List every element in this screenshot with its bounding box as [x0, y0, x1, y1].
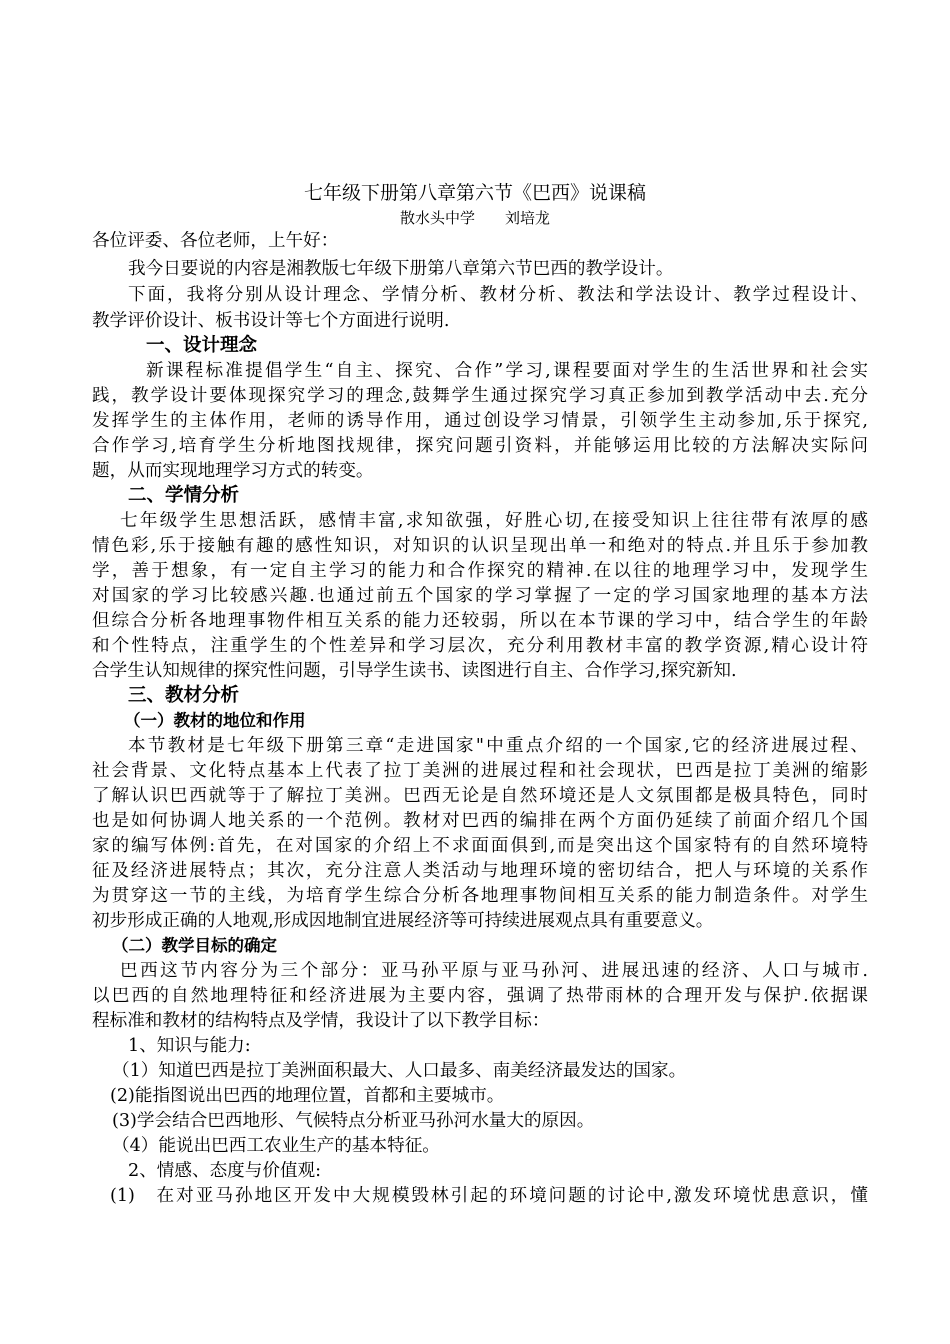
paragraph-line: 社会背景、文化特点基本上代表了拉丁美洲的进展过程和社会现状，巴西是拉丁美洲的缩影: [92, 761, 868, 781]
goal-item: (3)学会结合巴西地形、气候特点分析亚马孙河水量大的原因。: [112, 1111, 595, 1131]
paragraph-line: 了解认识巴西就等于了解拉丁美洲。巴西无论是自然环境还是人文氛围都是极具特色，同时: [92, 786, 868, 806]
goal-group-title: 1、知识与能力:: [128, 1036, 251, 1056]
paragraph-line: 题，从而实现地理学习方式的转变。: [92, 461, 374, 481]
goal-item: (2)能指图说出巴西的地理位置，首都和主要城市。: [110, 1086, 505, 1106]
paragraph-line: 新课程标准提倡学生“自主、探究、合作”学习,课程要面对学生的生活世界和社会实: [146, 361, 868, 381]
goal-group-title: 2、情感、态度与价值观:: [128, 1161, 322, 1181]
paragraph-line: 以巴西的自然地理特征和经济进展为主要内容，强调了热带雨林的合理开发与保护.依据课: [92, 986, 868, 1006]
paragraph-line: 但综合分析各地理事物件相互关系的能力还较弱，所以在本节课的学习中，结合学生的年龄: [92, 611, 868, 631]
goal-item: （4）能说出巴西工农业生产的基本特征。: [112, 1136, 440, 1156]
paragraph-line: 合学生认知规律的探究性问题，引导学生读书、读图进行自主、合作学习,探究新知.: [92, 661, 737, 681]
goal-item: （1）知道巴西是拉丁美洲面积最大、人口最多、南美经济最发达的国家。: [112, 1061, 687, 1081]
greeting: 各位评委、各位老师，上午好：: [92, 231, 339, 251]
intro-line: 我今日要说的内容是湘教版七年级下册第八章第六节巴西的教学设计。: [128, 259, 674, 279]
goal-item: (1) 在对亚马孙地区开发中大规模毁林引起的环境问题的讨论中,激发环境忧患意识，懂: [110, 1186, 868, 1206]
section-heading: 二、学情分析: [128, 485, 240, 506]
subsection-heading: （一）教材的地位和作用: [124, 711, 306, 730]
paragraph-line: 践，教学设计要体现探究学习的理念,鼓舞学生通过探究学习真正参加到教学活动中去.充分: [92, 386, 868, 406]
intro-line: 下面，我将分别从设计理念、学情分析、教材分析、教法和学法设计、教学过程设计、: [128, 285, 868, 305]
paragraph-line: 也是如何协调人地关系的一个范例。教材对巴西的编排在两个方面仍延续了前面介绍几个国: [92, 811, 868, 831]
doc-title: 七年级下册第八章第六节《巴西》说课稿: [303, 182, 646, 204]
intro-line: 教学评价设计、板书设计等七个方面进行说明.: [92, 311, 450, 331]
paragraph-line: 程标准和教材的结构特点及学情，我设计了以下教学目标：: [92, 1011, 550, 1031]
paragraph-line: 和个性特点，注重学生的个性差异和学习层次，充分利用教材丰富的教学资源,精心设计符: [92, 636, 868, 656]
paragraph-line: 合作学习,培育学生分析地图找规律，探究问题引资料，并能够运用比较的方法解决实际问: [92, 436, 868, 456]
paragraph-line: 情色彩,乐于接触有趣的感性知识，对知识的认识呈现出单一和绝对的特点.并且乐于参加教: [92, 536, 868, 556]
paragraph-line: 学，善于想象，有一定自主学习的能力和合作探究的精神.在以往的地理学习中，发现学生: [92, 561, 868, 581]
paragraph-line: 为贯穿这一节的主线，为培育学生综合分析各地理事物间相互关系的能力制造条件。对学生: [92, 886, 868, 906]
paragraph-line: 巴西这节内容分为三个部分：亚马孙平原与亚马孙河、进展迅速的经济、人口与城市.: [120, 961, 868, 981]
paragraph-line: 本节教材是七年级下册第三章“走进国家"中重点介绍的一个国家,它的经济进展过程、: [128, 736, 868, 756]
doc-author: 散水头中学 刘培龙: [399, 209, 550, 227]
paragraph-line: 家的编写体例:首先，在对国家的介绍上不求面面俱到,而是突出这个国家特有的自然环境特: [92, 836, 868, 856]
paragraph-line: 七年级学生思想活跃，感情丰富,求知欲强，好胜心切,在接受知识上往往带有浓厚的感: [120, 511, 868, 531]
subsection-heading: （二）教学目标的确定: [112, 936, 277, 955]
paragraph-line: 征及经济进展特点；其次，充分注意人类活动与地理环境的密切结合，把人与环境的关系作: [92, 861, 868, 881]
section-heading: 三、教材分析: [128, 685, 240, 706]
paragraph-line: 发挥学生的主体作用，老师的诱导作用，通过创设学习情景，引领学生主动参加,乐于探究,: [92, 411, 868, 431]
paragraph-line: 初步形成正确的人地观,形成因地制宜进展经济等可持续进展观点具有重要意义。: [92, 911, 714, 931]
paragraph-line: 对国家的学习比较感兴趣.也通过前五个国家的学习掌握了一定的学习国家地理的基本方法: [92, 586, 868, 606]
section-heading: 一、设计理念: [146, 335, 258, 356]
